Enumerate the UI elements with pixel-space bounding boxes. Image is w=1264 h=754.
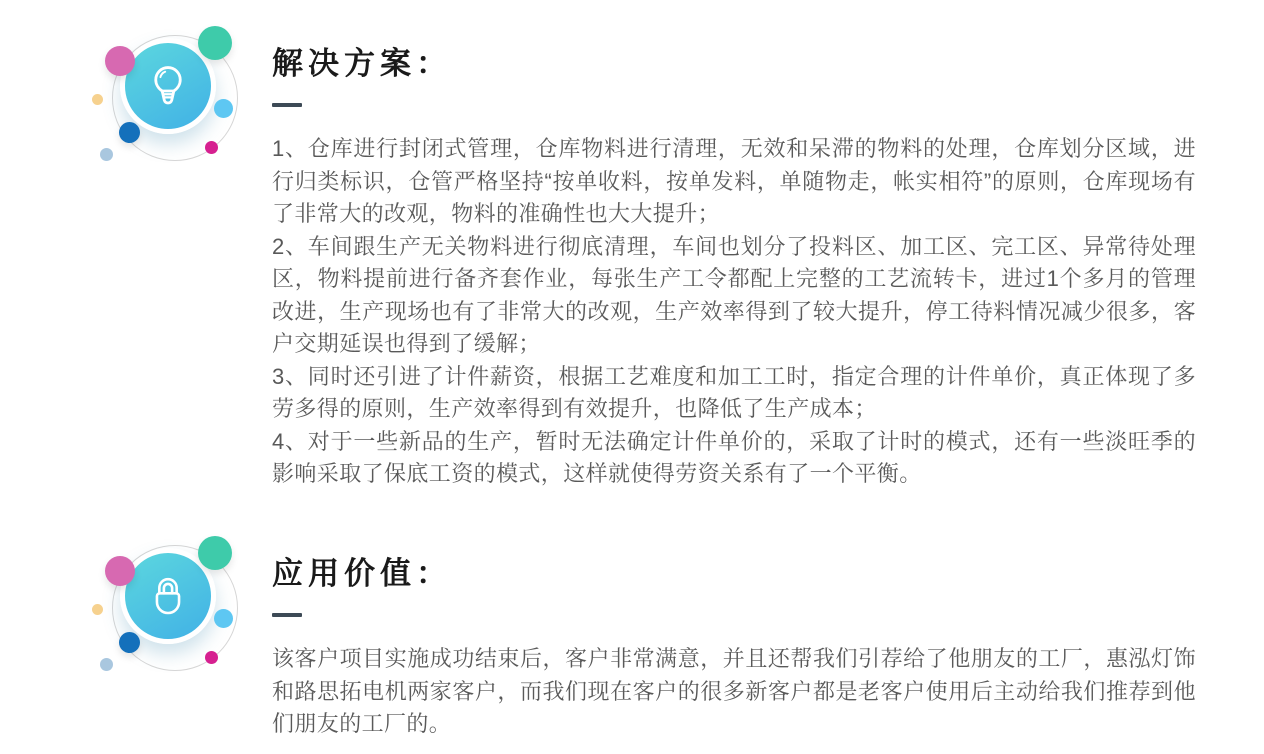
solution-icon-art	[90, 18, 265, 193]
decor-dot-teal	[198, 536, 232, 570]
lock-icon	[142, 570, 194, 622]
value-icon-art	[90, 528, 265, 703]
body-paragraph: 4、对于一些新品的生产，暂时无法确定计件单价的，采取了计时的模式，还有一些淡旺季的影响采取了保底工资的模式，这样就使得劳资关系有了一个平衡。	[272, 428, 1196, 486]
heading-dash	[272, 613, 302, 617]
decor-dot-teal	[198, 26, 232, 60]
value-content	[272, 556, 1196, 741]
decor-dot-lightblue	[214, 99, 233, 118]
decor-dot-darkblue	[119, 632, 140, 653]
decor-dot-yellow	[92, 604, 103, 615]
decor-dot-magenta	[205, 651, 218, 664]
body-paragraph: 1、仓库进行封闭式管理，仓库物料进行清理，无效和呆滞的物料的处理，仓库划分区域，进行归类标识，仓管严格坚持“按单收料，按单发料，单随物走，帐实相符”的原则，仓库现场有了非常大的改观，物料的准确性也大大提升；	[272, 136, 1196, 226]
decor-dot-yellow	[92, 94, 103, 105]
heading-dash	[272, 103, 302, 107]
section-body	[272, 133, 1196, 491]
decor-dot-steel	[100, 658, 113, 671]
decor-dot-steel	[100, 148, 113, 161]
section-body	[272, 643, 1196, 741]
lightbulb-icon	[142, 60, 194, 112]
section-heading: 应用价值：	[272, 556, 452, 591]
decor-dot-pink	[105, 46, 135, 76]
decor-dot-magenta	[205, 141, 218, 154]
solution-content	[272, 46, 1196, 491]
section-heading: 解决方案：	[272, 46, 452, 81]
body-paragraph: 3、同时还引进了计件薪资，根据工艺难度和加工工时，指定合理的计件单价，真正体现了多劳多得的原则，生产效率得到有效提升，也降低了生产成本；	[272, 363, 1196, 421]
body-paragraph: 2、车间跟生产无关物料进行彻底清理，车间也划分了投料区、加工区、完工区、异常待处理区，物料提前进行备齐套作业，每张生产工令都配上完整的工艺流转卡，进过1个多月的管理改进，生产现场也有了非常大的改观，生产效率得到了较大提升，停工待料情况减少很多，客户交期延误也得到了缓解；	[272, 233, 1196, 356]
decor-dot-pink	[105, 556, 135, 586]
decor-dot-darkblue	[119, 122, 140, 143]
decor-dot-lightblue	[214, 609, 233, 628]
body-paragraph: 该客户项目实施成功结束后，客户非常满意，并且还帮我们引荐给了他朋友的工厂，惠泓灯饰和路思拓电机两家客户，而我们现在客户的很多新客户都是老客户使用后主动给我们推荐到他们朋友的工厂的。	[272, 646, 1196, 736]
